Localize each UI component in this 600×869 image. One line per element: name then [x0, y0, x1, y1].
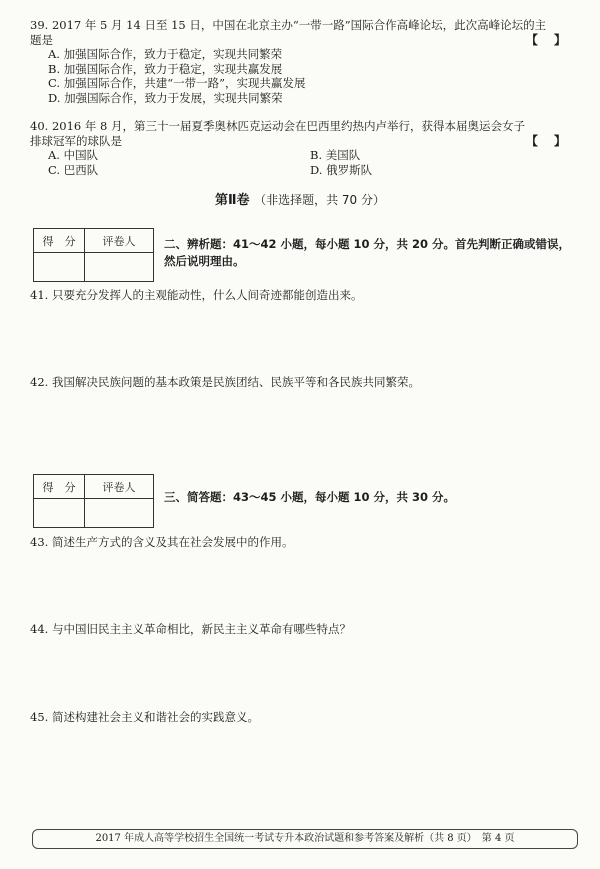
q39-option-d: D. 加强国际合作，致力于发展，实现共同繁荣 [48, 90, 283, 105]
q40-answer-bracket: 【 】 [525, 133, 572, 148]
part2-instruction: 二、辨析题：41～42 小题，每小题 10 分，共 20 分。首先判断正确或错误，然后说明理由。 [164, 237, 571, 268]
q40-stem-line1: 40. 2016 年 8 月，第三十一届夏季奥林匹克运动会在巴西里约热内卢举行，获得本届奥运会女子 [30, 119, 525, 133]
score-label: 得 分 [34, 229, 85, 253]
score-table-part2 [33, 228, 154, 282]
q39-option-b: B. 加强国际合作，致力于稳定，实现共赢发展 [48, 61, 283, 76]
question-42: 42. 我国解决民族问题的基本政策是民族团结、民族平等和各民族共同繁荣。 [30, 375, 420, 389]
grader-blank[interactable] [85, 253, 154, 282]
q40-option-d: D. 俄罗斯队 [310, 162, 373, 177]
page-footer: 2017 年成人高等学校招生全国统一考试专升本政治试题和参考答案及解析（共 8 页） 第 4 页 [32, 829, 578, 849]
q40-option-c: C. 巴西队 [48, 162, 99, 177]
question-39 [30, 18, 578, 105]
section-title [0, 189, 600, 208]
score-table-part3 [33, 474, 154, 528]
q39-option-c: C. 加强国际合作，共建“一带一路”，实现共赢发展 [48, 76, 306, 90]
q40-option-a: A. 中国队 [48, 148, 99, 162]
score-label: 得 分 [34, 475, 85, 499]
grader-label: 评卷人 [85, 475, 154, 499]
section-title-main: 第Ⅱ卷 [214, 193, 250, 208]
q40-stem-line2: 排球冠军的球队是 [30, 133, 122, 148]
grader-label: 评卷人 [85, 229, 154, 253]
score-blank[interactable] [34, 253, 85, 282]
q40-options [48, 148, 578, 177]
q39-answer-bracket: 【 】 [525, 32, 572, 47]
question-43: 43. 简述生产方式的含义及其在社会发展中的作用。 [30, 535, 294, 549]
grader-blank[interactable] [85, 499, 154, 528]
question-40 [30, 119, 578, 177]
part3-instruction: 三、简答题：43～45 小题，每小题 10 分，共 30 分。 [164, 490, 456, 504]
q39-stem-line1: 39. 2017 年 5 月 14 日至 15 日，中国在北京主办“一带一路”国际合作高峰论坛，此次高峰论坛的主 [30, 18, 547, 32]
score-blank[interactable] [34, 499, 85, 528]
q39-option-a: A. 加强国际合作，致力于稳定，实现共同繁荣 [48, 47, 283, 61]
q39-options [48, 47, 578, 105]
q40-option-b: B. 美国队 [310, 148, 361, 162]
question-44: 44. 与中国旧民主主义革命相比，新民主主义革命有哪些特点？ [30, 622, 351, 636]
question-41: 41. 只要充分发挥人的主观能动性，什么人间奇迹都能创造出来。 [30, 288, 363, 302]
q39-stem-line2: 题是 [30, 32, 53, 47]
section-title-sub: （非选择题，共 70 分） [254, 193, 385, 207]
question-45: 45. 简述构建社会主义和谐社会的实践意义。 [30, 710, 259, 724]
